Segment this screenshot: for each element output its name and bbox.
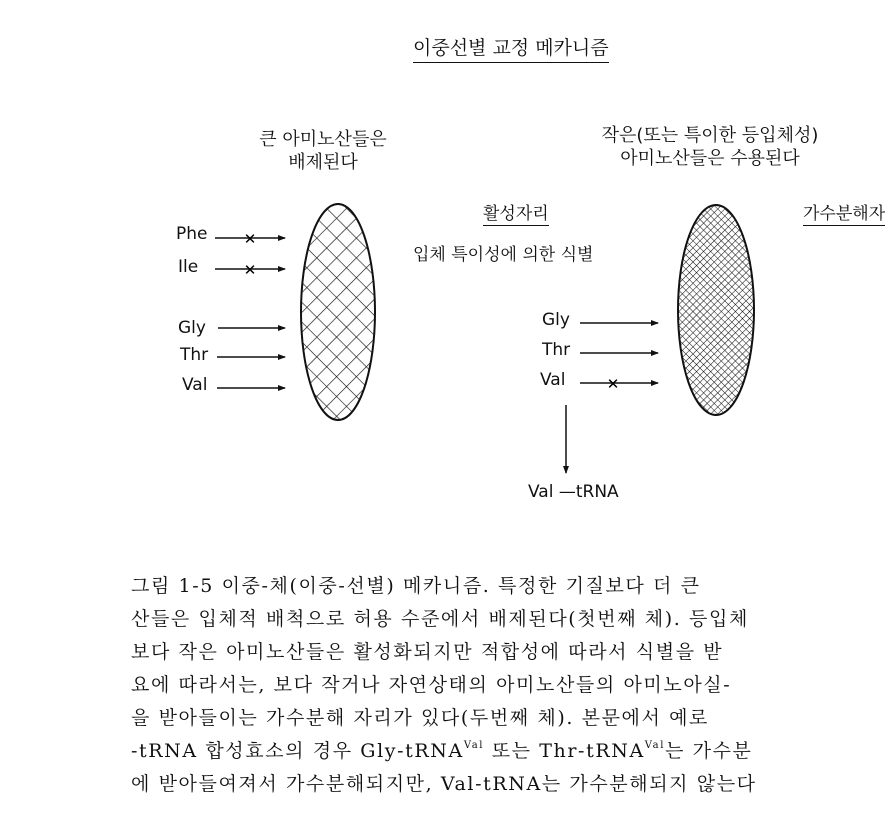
caption-text: 또는 Thr-tRNA (484, 740, 645, 762)
left-aa-label: Phe (176, 224, 208, 244)
caption-line-4: 요에 따라서는, 보다 작거나 자연상태의 아미노산들의 아미노아실- (131, 674, 732, 696)
left-aa-label: Val (182, 375, 208, 395)
caption-line-1: 그림 1-5 이중-체(이중-선별) 메카니즘. 특정한 기질보다 더 큰 (131, 575, 701, 597)
right-heading-line-2: 아미노산들은 수용된다 (620, 148, 800, 169)
activation-site-ellipse (301, 204, 375, 420)
caption-line-3: 보다 작은 아미노산들은 활성화되지만 적합성에 따라서 식별을 받 (131, 641, 724, 663)
right-heading-line-1: 작은(또는 특이한 등입체성) (601, 125, 819, 146)
left-aa-label: Ile (178, 257, 199, 277)
reject-cross: ✕ (243, 230, 257, 248)
left-aa-label: Thr (180, 345, 209, 365)
recognition-label: 입체 특이성에 의한 식별 (413, 245, 594, 265)
left-heading-line-2: 배제된다 (288, 152, 358, 173)
caption-line-6 (131, 736, 753, 763)
left-aa-label: Gly (178, 318, 206, 338)
reject-cross: ✕ (606, 375, 620, 393)
caption-line-2: 산들은 입체적 배척으로 허용 수준에서 배제된다(첫번째 체). 등입체 (131, 608, 749, 630)
left-heading-line-1: 큰 아미노산들은 (259, 129, 387, 150)
right-aa-label: Val (540, 370, 566, 390)
hydrolysis-site-label: 가수분해자 (803, 199, 885, 226)
caption-text: -tRNA 합성효소의 경우 Gly-tRNA (131, 740, 464, 762)
caption-superscript: Val (463, 740, 485, 751)
caption-text: 는 가수분 (665, 740, 753, 762)
right-aa-label: Gly (542, 310, 570, 330)
reject-cross: ✕ (243, 261, 257, 279)
caption-line-7: 에 받아들여져서 가수분해되지만, Val-tRNA는 가수분해되지 않는다 (131, 773, 757, 795)
caption-line-5: 을 받아들이는 가수분해 자리가 있다(두번째 체). 본문에서 예로 (131, 707, 709, 729)
editing-site-ellipse (678, 205, 754, 415)
figure-title: 이중선별 교정 메카니즘 (413, 33, 609, 63)
caption-superscript: Val (644, 740, 666, 751)
active-site-label: 활성자리 (483, 199, 549, 226)
right-aa-label: Thr (542, 340, 571, 360)
product-label: Val —tRNA (528, 482, 619, 502)
